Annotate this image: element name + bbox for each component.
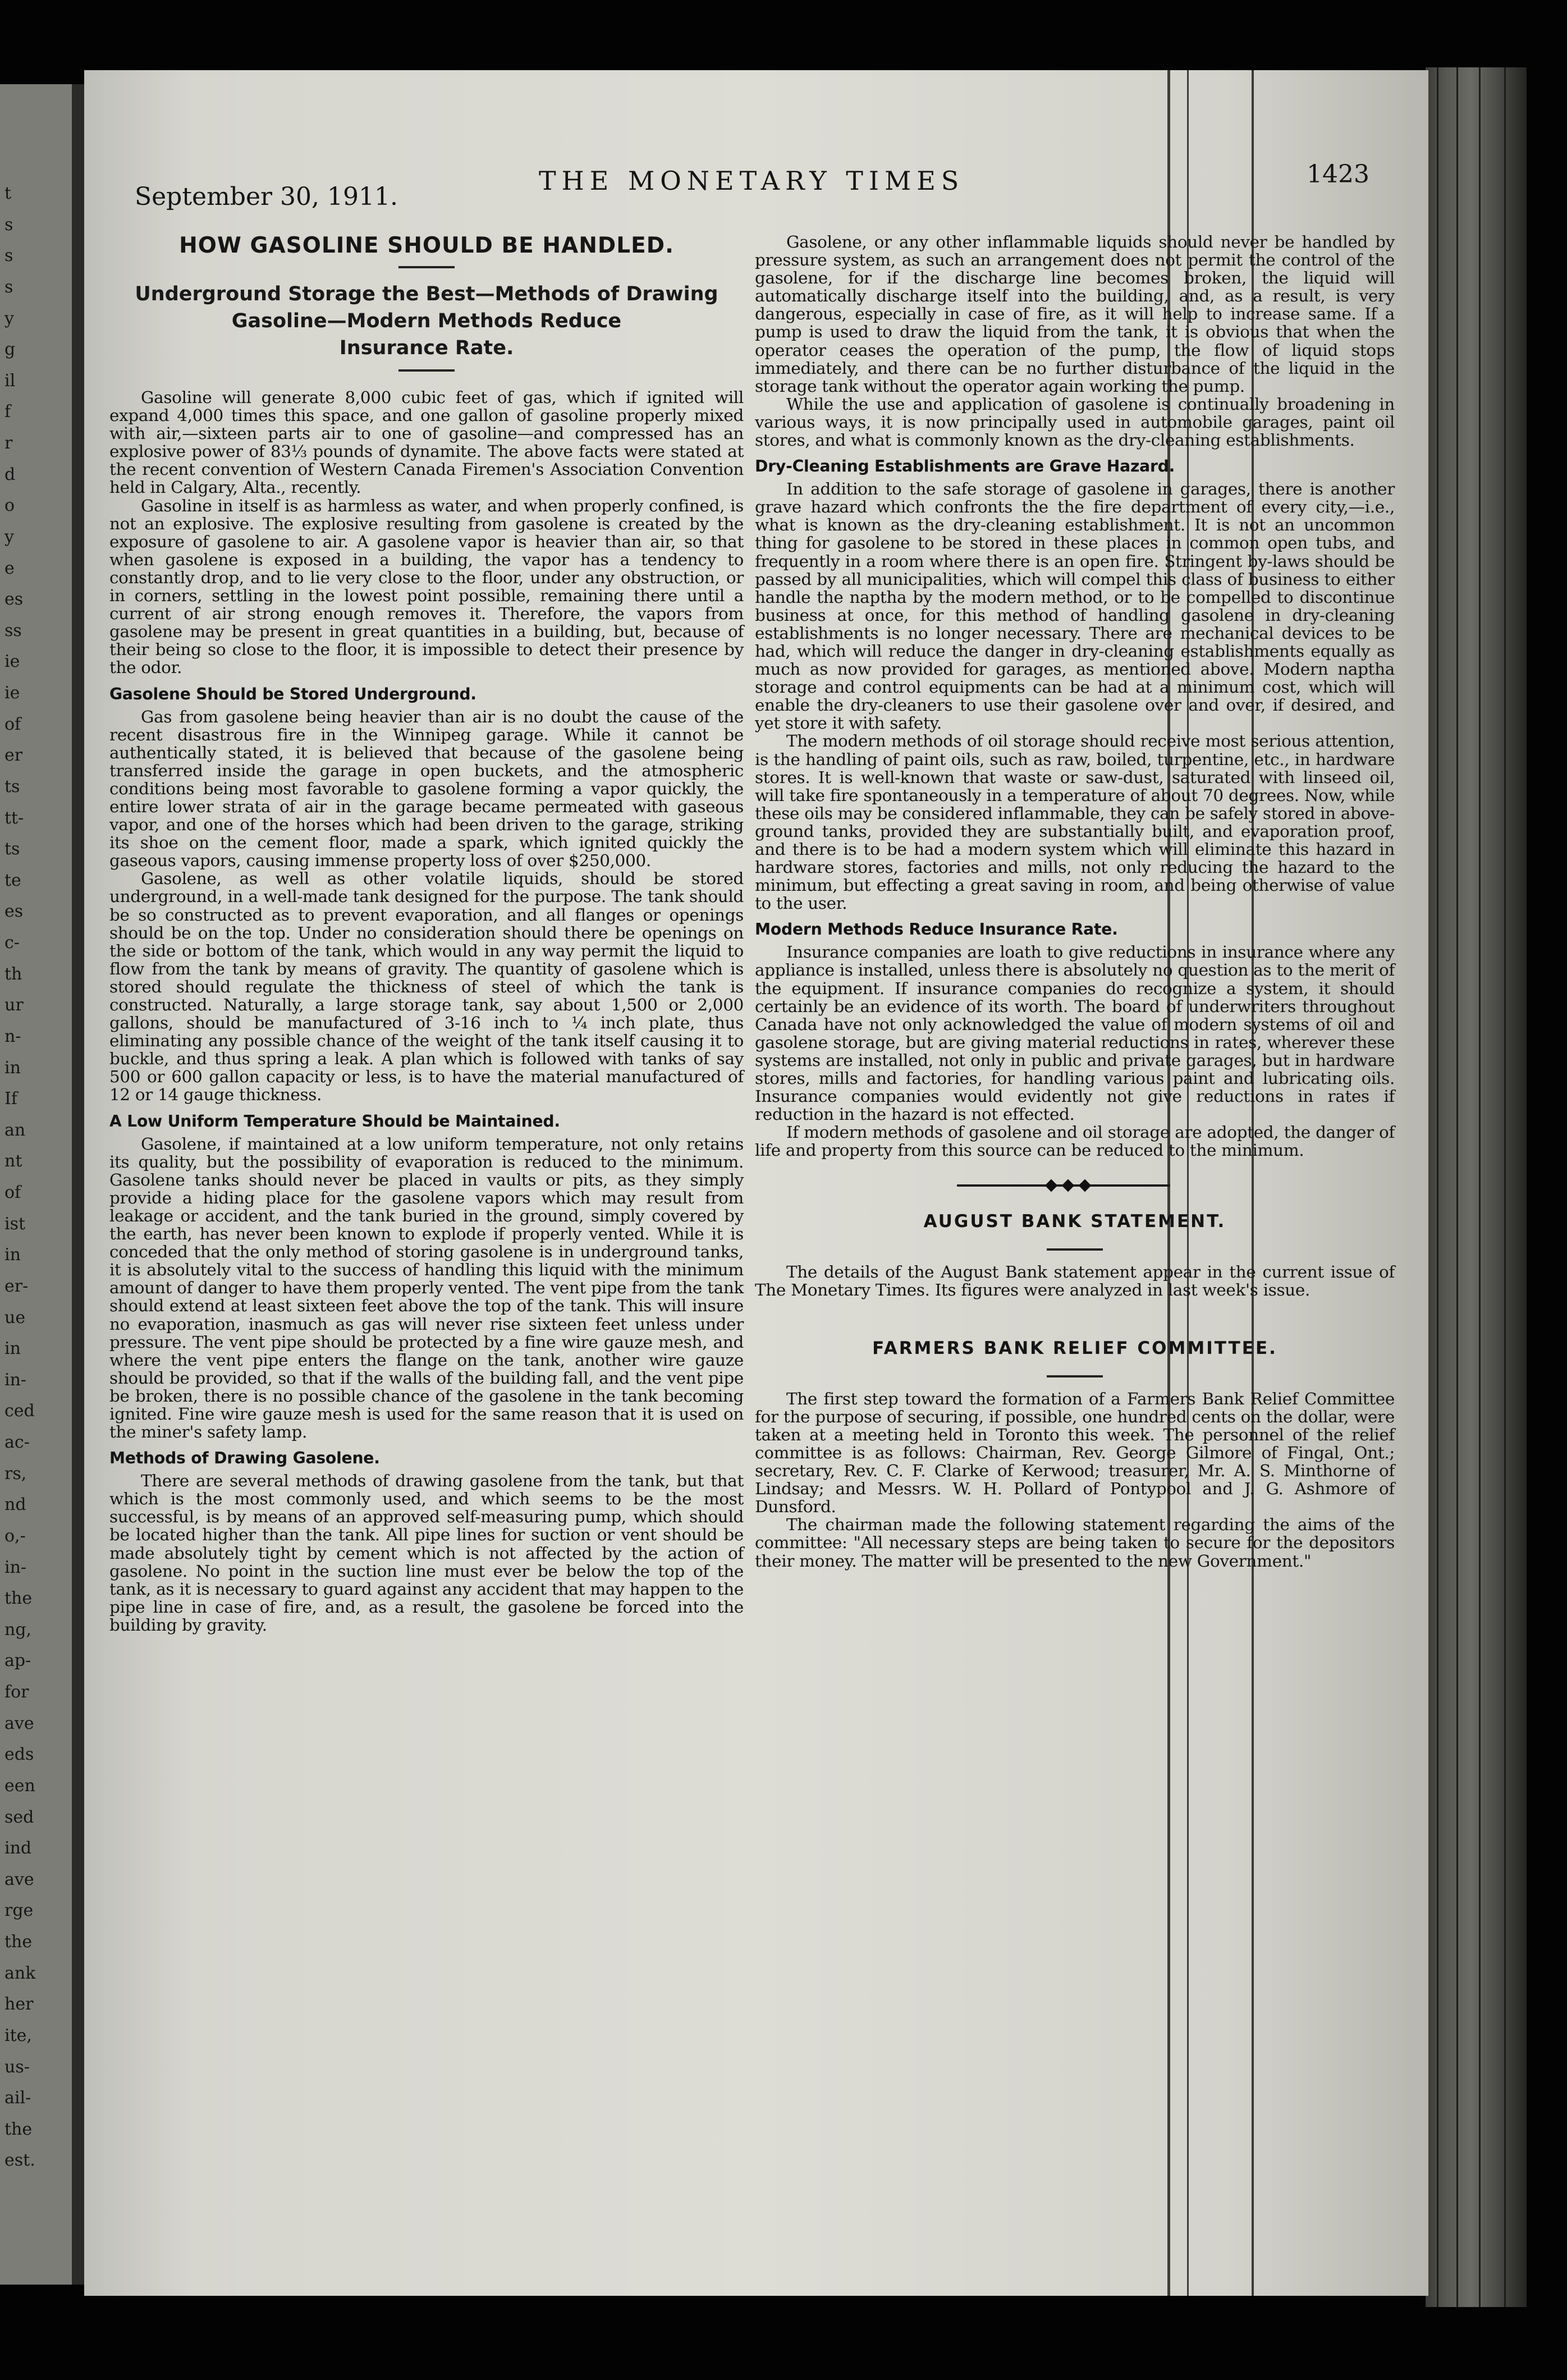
- facing-page-edge: [0, 84, 84, 2285]
- facing-page-fragment: ng,: [4, 1619, 32, 1640]
- section-heading: Gasolene Should be Stored Underground.: [109, 684, 476, 703]
- facing-page-fragment: eds: [4, 1745, 34, 1765]
- facing-page-fragment: If: [4, 1089, 17, 1109]
- column-left: [109, 216, 744, 1634]
- facing-page-fragment: es: [4, 589, 24, 610]
- facing-page-fragment: d: [4, 464, 16, 484]
- facing-page-fragment: ite,: [4, 2025, 32, 2045]
- facing-page-fragment: ave: [4, 1713, 34, 1733]
- paragraph: Gasolene, or any other inflammable liquids should never be handled by pressure system, as such an arrangement does not permit the control of the gasolene, for if the discharge line becomes broken, the liquid will automatically discharge itself into the building, and, as a result, is very dangerous, especially in case of fire, as it will help to increase same. If a pump is used to draw the liquid from the tank, it is obvious that when the operator ceases the operation of the pump, the flow of liquid stops immediately, and there can be no further disturbance of the liquid in the storage tank without the operator again working the pump.: [755, 232, 1395, 396]
- facing-page-fragment: ave: [4, 1869, 34, 1889]
- paragraph: The modern methods of oil storage should receive most serious attention, is the handling of paint oils, such as raw, boiled, turpentine, etc., in hardware stores. It is well-known that waste or saw-dust, saturated with linseed oil, will take fire spontaneously in a temperature of about 70 degrees. Now, while these oils may be considered inflammable, they can be safely stored in above-ground tanks, provided they are substantially built, and evaporation proof, and there is to be had a modern system which will eliminate this hazard in hardware stores, factories and mills, not only reducing the hazard to the minimum, but effecting a great saving in room, and being otherwise of value to the user.: [755, 731, 1395, 913]
- facing-page-fragment: in-: [4, 1370, 27, 1390]
- facing-page-fragment: the: [4, 1589, 33, 1609]
- facing-page-fragment: s: [4, 277, 13, 297]
- facing-page-fragments: [4, 84, 66, 2285]
- title-rule: [398, 266, 455, 268]
- facing-page-fragment: sed: [4, 1807, 34, 1827]
- paragraph: Gasolene, if maintained at a low uniform temperature, not only retains its quality, but the possibility of evaporation is reduced to the minimum. Gasolene tanks should never be placed in vaults or pits, as they simply provide a hiding place for the gasolene vapors which may result from leakage or accident, and the tank buried in the ground, simply covered by the earth, has never been known to explode if properly vented. While it is conceded that the only method of storing gasolene is in underground tanks, it is absolutely vital to the success of handling this liquid with the minimum amount of danger to have them properly vented. The vent pipe from the tank should extend at least sixteen feet above the top of the tank. This will insure no evaporation, inasmuch as gas will never rise sixteen feet unless under pressure. The vent pipe should be protected by a fine wire gauze mesh, and where the vent pipe enters the flange on the tank, another wire gauze should be provided, so that if the walls of the building fall, and the vent pipe be broken, there is no possible chance of the gasolene in the tank becoming ignited. Fine wire gauze mesh is used for the same reason that it is used on the miner's safety lamp.: [109, 1134, 744, 1442]
- paragraph: Insurance companies are loath to give reductions in insurance where any appliance is installed, unless there is absolutely no question as to the merit of the equipment. If insurance companies do recognize a system, it should certainly be an evidence of its worth. The board of underwriters throughout Canada have not only acknowledged the value of modern systems of oil and gasolene storage, but are giving material reductions in rates, wherever these systems are installed, not only in public and private garages, but in hardware stores, mills and factories, for handling various paint and lubricating oils. Insurance companies would evidently not give reductions in rates if reduction in the hazard is not effected.: [755, 942, 1395, 1124]
- facing-page-fragment: the: [4, 1932, 33, 1952]
- paragraph: The first step toward the formation of a Farmers Bank Relief Committee for the purpose of securing, if possible, one hundred cents on the dollar, were taken at a meeting held in Toronto this week. The personnel of the relief committee is as follows: Chairman, Rev. George Gilmore of Fingal, Ont.; secretary, Rev. C. F. Clarke of Kerwood; treasurer, Mr. A. S. Minthorne of Lindsay; and Messrs. W. H. Pollard of Pontypool and J. G. Ashmore of Dunsford.: [755, 1389, 1395, 1517]
- facing-page-fragment: s: [4, 246, 13, 266]
- facing-page-fragment: n-: [4, 1026, 21, 1046]
- issue-date: September 30, 1911.: [135, 182, 398, 211]
- article-title: FARMERS BANK RELIEF COMMITTEE.: [872, 1338, 1277, 1358]
- paragraph: If modern methods of gasolene and oil storage are adopted, the danger of life and property from this source can be reduced to the minimum.: [755, 1123, 1395, 1160]
- facing-page-fragment: ail-: [4, 2088, 31, 2108]
- paragraph: While the use and application of gasolene is continually broadening in various ways, it is now principally used in automobile garages, paint oil stores, and what is commonly known as the dry-cleaning establishments.: [755, 394, 1395, 450]
- facing-page-fragment: ist: [4, 1214, 26, 1234]
- facing-page-fragment: ank: [4, 1963, 36, 1983]
- facing-page-fragment: ie: [4, 683, 20, 703]
- facing-page-fragment: the: [4, 2119, 33, 2139]
- ornament-divider: [755, 1179, 1395, 1192]
- paragraph: There are several methods of drawing gasolene from the tank, but that which is the most commonly used, and which seems to be the most successful, is by means of an approved self-measuring pump, which should be located higher than the tank. All pipe lines for suction or vent should be made absolutely tight by cement which is not affected by the action of gasolene. No point in the suction line must ever be below the top of the tank, as it is necessary to guard against any accident that may happen to the pipe line in case of fire, and, as a result, the gasolene be forced into the building by gravity.: [109, 1471, 744, 1635]
- facing-page-fragment: te: [4, 870, 21, 890]
- facing-page-fragment: s: [4, 214, 13, 235]
- facing-page-fragment: in: [4, 1058, 21, 1078]
- section-heading: A Low Uniform Temperature Should be Maintained.: [109, 1111, 560, 1130]
- page-number: 1423: [1307, 160, 1369, 189]
- section-heading: Modern Methods Reduce Insurance Rate.: [755, 920, 1118, 939]
- column-right: [755, 216, 1395, 1570]
- paragraph: In addition to the safe storage of gasolene in garages, there is another grave hazard which confronts the the fire department of every city,—i.e., what is known as the dry-cleaning establishment. It is not an uncommon thing for gasolene to be stored in these places in common open tubs, and frequently in a room where there is an open fire. Stringent by-laws should be passed by all municipalities, which will compel this class of business to either handle the naptha by the modern method, or to be compelled to discontinue business at once, for this method of handling gasolene in dry-cleaning establishments is no longer necessary. There are mechanical devices to be had, which will reduce the danger in dry-cleaning establishments equally as much as now provided for garages, as mentioned above. Modern naptha storage and control equipments can be had at a minimum cost, which will enable the dry-cleaners to use their gasolene over and over, if desired, and yet store it with safety.: [755, 479, 1395, 733]
- masthead: THE MONETARY TIMES: [539, 166, 965, 196]
- facing-page-fragment: t: [4, 184, 12, 203]
- article-subtitle: Underground Storage the Best—Methods of Drawing Gasoline—Modern Methods Reduce Insurance Rate.: [135, 283, 718, 359]
- facing-page-fragment: y: [4, 308, 14, 328]
- facing-page-fragment: y: [4, 527, 14, 547]
- facing-page-fragment: ts: [4, 776, 20, 797]
- facing-page-fragment: tt-: [4, 808, 24, 828]
- facing-page-fragment: o,-: [4, 1526, 26, 1546]
- subtitle-rule: [398, 369, 455, 372]
- facing-page-fragment: f: [4, 402, 11, 422]
- facing-page-fragment: of: [4, 1183, 21, 1202]
- facing-page-fragment: e: [4, 558, 15, 578]
- facing-page-fragment: er: [4, 745, 23, 766]
- facing-page-fragment: ur: [4, 995, 24, 1015]
- article-title: HOW GASOLINE SHOULD BE HANDLED.: [179, 233, 674, 258]
- paragraph: Gasolene, as well as other volatile liquids, should be stored underground, in a well-made tank designed for the purpose. The tank should be so constructed as to prevent evaporation, and all flanges or openings should be on the top. Under no consideration should there be openings on the side or bottom of the tank, which would in any way permit the liquid to flow from the tank by means of gravity. The quantity of gasolene which is stored should regulate the thickness of steel of which the tank is constructed. Naturally, a large storage tank, say about 1,500 or 2,000 gallons, should be manufactured of 3-16 inch to ¼ inch plate, thus eliminating any possible chance of the weight of the tank itself causing it to buckle, and thus spring a leak. A plan which is followed with tanks of say 500 or 600 gallon capacity or less, is to have the material manufactured of 12 or 14 gauge thickness.: [109, 869, 744, 1105]
- facing-page-fragment: est.: [4, 2150, 35, 2171]
- facing-page-fragment: in: [4, 1339, 21, 1359]
- title-rule: [1047, 1248, 1103, 1251]
- facing-page-fragment: c-: [4, 933, 20, 953]
- book-spine: [1426, 67, 1527, 2307]
- facing-page-fragment: nd: [4, 1495, 26, 1515]
- facing-page-fragment: er-: [4, 1276, 29, 1296]
- facing-page-fragment: il: [4, 370, 16, 391]
- facing-page-fragment: r: [4, 433, 13, 453]
- facing-page-fragment: of: [4, 714, 21, 734]
- facing-page-fragment: in: [4, 1245, 21, 1265]
- paragraph: Gas from gasolene being heavier than air is no doubt the cause of the recent disastrous fire in the Winnipeg garage. While it cannot be authentically stated, it is believed that because of the gasolene being transferred inside the garage in open buckets, and the atmospheric conditions being most favorable to gasolene forming a vapor quickly, the entire lower strata of air in the garage became permeated with gaseous vapor, and one of the horses which had been driven to the garage, striking its shoe on the cement floor, made a spark, which ignited quickly the gaseous vapors, causing immense property loss of over $250,000.: [109, 707, 744, 871]
- facing-page-fragment: for: [4, 1682, 29, 1702]
- paragraph: Gasoline will generate 8,000 cubic feet of gas, which if ignited will expand 4,000 times this space, and one gallon of gasoline properly mixed with air,—sixteen parts air to one of gasoline—and compressed has an explosive power of 83⅓ pounds of dynamite. The above facts were stated at the recent convention of Western Canada Firemen's Association Convention held in Calgary, Alta., recently.: [109, 388, 744, 497]
- facing-page-fragment: es: [4, 901, 24, 922]
- facing-page-shadow: [72, 84, 84, 2285]
- facing-page-fragment: rs,: [4, 1463, 27, 1484]
- facing-page-fragment: ie: [4, 652, 20, 672]
- facing-page-fragment: ap-: [4, 1651, 31, 1671]
- paragraph: The chairman made the following statement regarding the aims of the committee: "All necessary steps are being taken to secure for the depositors their money. The matter will be presented to the new Government.": [755, 1515, 1395, 1571]
- facing-page-fragment: th: [4, 964, 22, 984]
- section-heading: Dry-Cleaning Establishments are Grave Hazard.: [755, 457, 1175, 476]
- facing-page-fragment: ind: [4, 1838, 32, 1859]
- page-header: [135, 154, 1386, 216]
- facing-page-fragment: ss: [4, 620, 22, 640]
- title-rule: [1047, 1375, 1103, 1377]
- newspaper-page: [84, 70, 1428, 2296]
- facing-page-fragment: nt: [4, 1151, 22, 1171]
- facing-page-fragment: ue: [4, 1307, 26, 1328]
- facing-page-fragment: ts: [4, 839, 20, 859]
- facing-page-fragment: us-: [4, 2057, 30, 2077]
- section-heading: Methods of Drawing Gasolene.: [109, 1449, 380, 1468]
- facing-page-fragment: o: [4, 496, 15, 516]
- facing-page-fragment: rge: [4, 1901, 34, 1921]
- facing-page-fragment: ced: [4, 1401, 35, 1421]
- paragraph: Gasoline in itself is as harmless as water, and when properly confined, is not an explosive. The explosive resulting from gasolene is created by the exposure of gasolene to air. A gasolene vapor is heavier than air, so that when gasolene is exposed in a building, the vapor has a tendency to constantly drop, and to lie very close to the floor, under any obstruction, or in corners, settling in the lowest point possible, remaining there until a current of air strong enough removes it. Therefore, the vapors from gasolene may be present in great quantities in a building, but, because of their being so close to the floor, it is impossible to detect their presence by the odor.: [109, 496, 744, 678]
- facing-page-fragment: een: [4, 1775, 35, 1796]
- facing-page-fragment: her: [4, 1994, 34, 2015]
- facing-page-fragment: g: [4, 340, 16, 360]
- paragraph: The details of the August Bank statement appear in the current issue of The Monetary Times. Its figures were analyzed in last week's issue.: [755, 1262, 1395, 1299]
- article-title: AUGUST BANK STATEMENT.: [923, 1211, 1226, 1232]
- facing-page-fragment: an: [4, 1120, 26, 1140]
- facing-page-fragment: ac-: [4, 1432, 30, 1452]
- facing-page-fragment: in-: [4, 1557, 27, 1577]
